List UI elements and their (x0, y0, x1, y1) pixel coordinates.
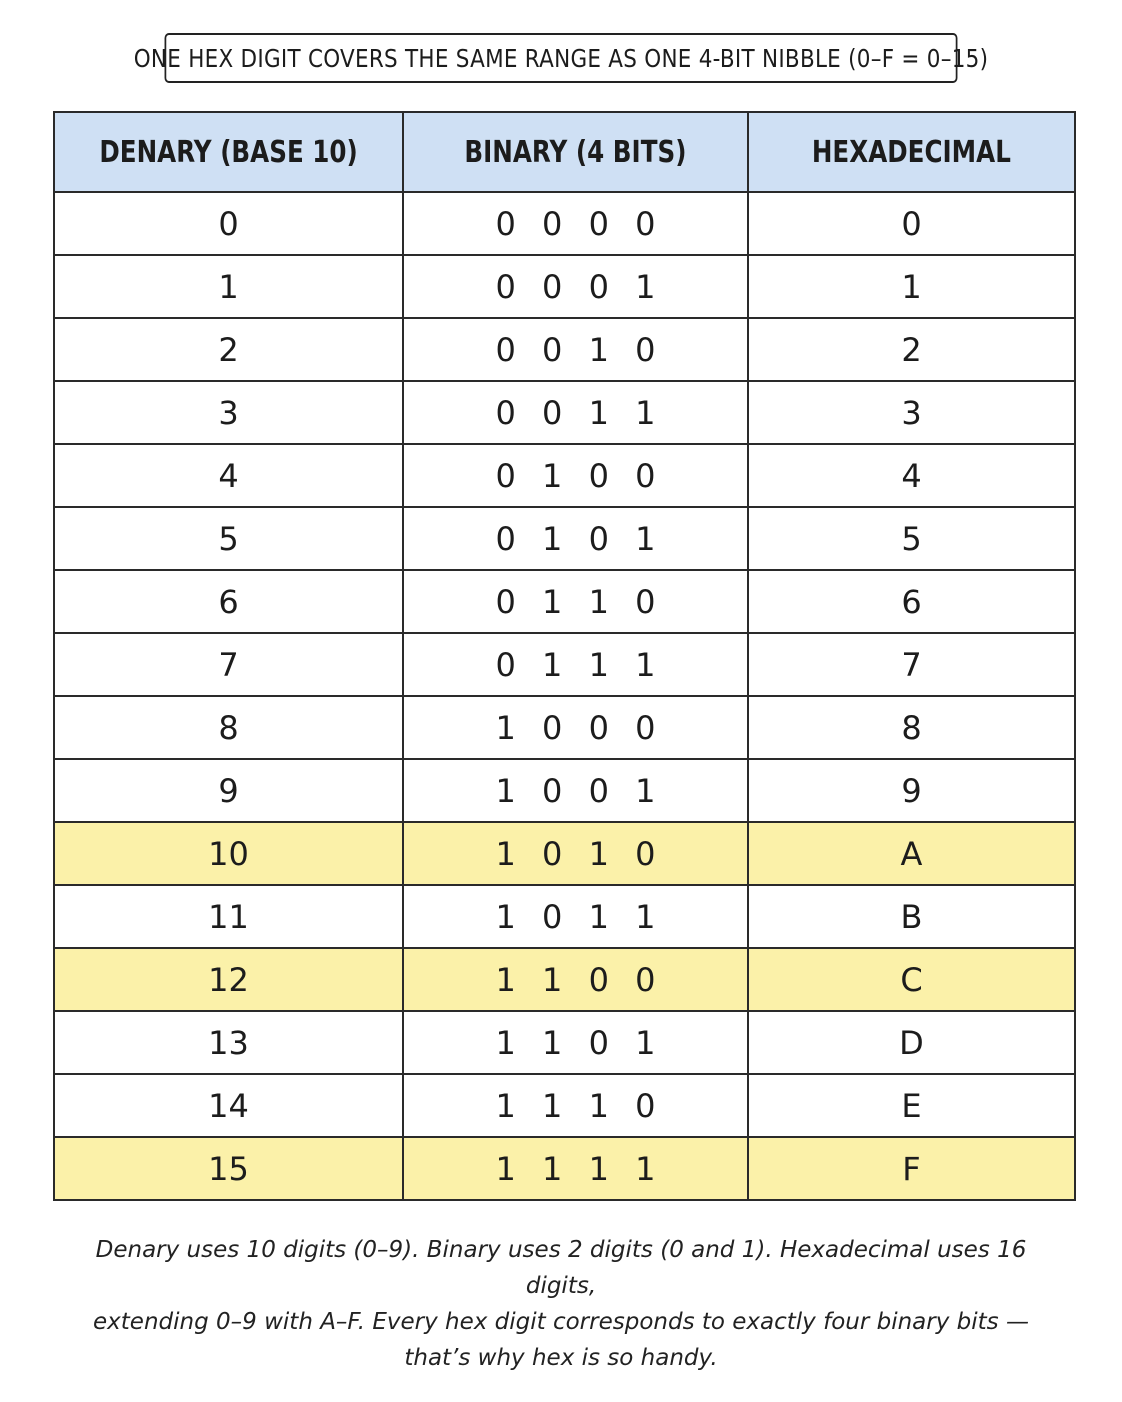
hex-cell: 4 (748, 444, 1075, 507)
header-hexadecimal: HEXADECIMAL (748, 112, 1075, 192)
binary-cell: 1 0 1 0 (403, 822, 748, 885)
table-row (54, 822, 1075, 885)
binary-cell: 1 1 1 1 (403, 1137, 748, 1200)
denary-cell: 9 (54, 759, 403, 822)
hex-cell: 6 (748, 570, 1075, 633)
hex-cell: 9 (748, 759, 1075, 822)
hex-cell: 7 (748, 633, 1075, 696)
denary-cell: 11 (54, 885, 403, 948)
table-row (54, 948, 1075, 1011)
binary-cell: 0 1 1 0 (403, 570, 748, 633)
denary-cell: 3 (54, 381, 403, 444)
binary-cell: 1 0 0 0 (403, 696, 748, 759)
denary-cell: 13 (54, 1011, 403, 1074)
hex-cell: 0 (748, 192, 1075, 255)
table-row (54, 759, 1075, 822)
table-row (54, 255, 1075, 318)
caption-line: that’s why hex is so handy. (404, 1345, 718, 1371)
title-box (133, 33, 989, 83)
denary-cell: 8 (54, 696, 403, 759)
denary-cell: 5 (54, 507, 403, 570)
page-title: ONE HEX DIGIT COVERS THE SAME RANGE AS ONE 4-BIT NIBBLE (0–F = 0–15) (133, 43, 989, 73)
table-row (54, 633, 1075, 696)
table-row (54, 381, 1075, 444)
table-row (54, 507, 1075, 570)
denary-cell: 1 (54, 255, 403, 318)
caption-line: extending 0–9 with A–F. Every hex digit corresponds to exactly four binary bits — (93, 1309, 1029, 1335)
header-row (54, 112, 1075, 192)
hex-cell: 2 (748, 318, 1075, 381)
binary-cell: 1 0 0 1 (403, 759, 748, 822)
table-row (54, 1074, 1075, 1137)
denary-cell: 10 (54, 822, 403, 885)
binary-cell: 0 1 0 0 (403, 444, 748, 507)
header-binary: BINARY (4 BITS) (403, 112, 748, 192)
table-body (54, 192, 1075, 1200)
table-row (54, 885, 1075, 948)
binary-cell: 0 0 1 0 (403, 318, 748, 381)
hex-cell: D (748, 1011, 1075, 1074)
denary-cell: 15 (54, 1137, 403, 1200)
table-row (54, 1011, 1075, 1074)
binary-cell: 1 0 1 1 (403, 885, 748, 948)
table-row (54, 696, 1075, 759)
hex-cell: E (748, 1074, 1075, 1137)
hex-cell: F (748, 1137, 1075, 1200)
binary-cell: 1 1 1 0 (403, 1074, 748, 1137)
denary-cell: 12 (54, 948, 403, 1011)
binary-cell: 0 0 0 0 (403, 192, 748, 255)
hex-cell: B (748, 885, 1075, 948)
table-row (54, 444, 1075, 507)
table-row (54, 192, 1075, 255)
caption-line: Denary uses 10 digits (0–9). Binary uses 2 digits (0 and 1). Hexadecimal uses 16 digits, (95, 1237, 1027, 1299)
table-row (54, 1137, 1075, 1200)
table-row (54, 570, 1075, 633)
binary-cell: 0 0 1 1 (403, 381, 748, 444)
header-denary: DENARY (BASE 10) (54, 112, 403, 192)
denary-cell: 7 (54, 633, 403, 696)
caption (60, 1232, 1062, 1376)
hex-cell: 8 (748, 696, 1075, 759)
binary-cell: 1 1 0 0 (403, 948, 748, 1011)
binary-cell: 1 1 0 1 (403, 1011, 748, 1074)
denary-cell: 14 (54, 1074, 403, 1137)
hex-cell: C (748, 948, 1075, 1011)
hex-cell: A (748, 822, 1075, 885)
denary-cell: 0 (54, 192, 403, 255)
conversion-table (53, 111, 1076, 1201)
denary-cell: 2 (54, 318, 403, 381)
denary-cell: 4 (54, 444, 403, 507)
table-row (54, 318, 1075, 381)
hex-cell: 5 (748, 507, 1075, 570)
hex-cell: 1 (748, 255, 1075, 318)
binary-cell: 0 0 0 1 (403, 255, 748, 318)
binary-cell: 0 1 0 1 (403, 507, 748, 570)
denary-cell: 6 (54, 570, 403, 633)
hex-cell: 3 (748, 381, 1075, 444)
binary-cell: 0 1 1 1 (403, 633, 748, 696)
